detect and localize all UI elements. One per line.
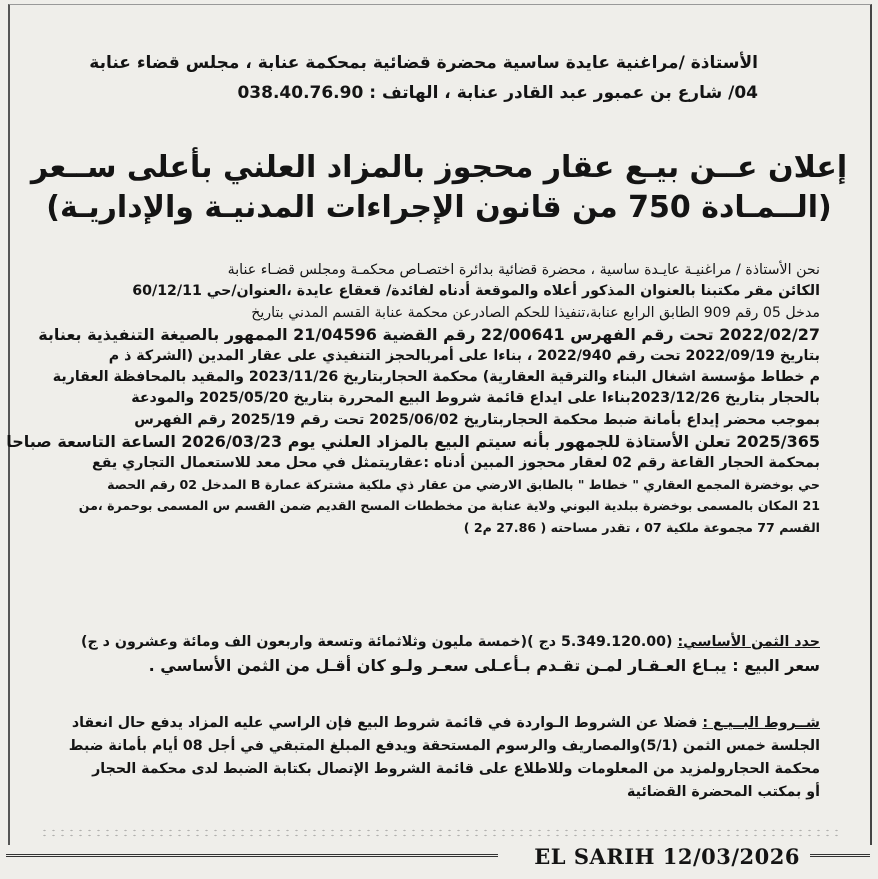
header-line-1: الأستاذة /مراغنية عايدة ساسية محضرة قضائية بمحكمة عنابة ، مجلس قضاء عنابة (89, 53, 758, 73)
announcement-body (6, 260, 820, 538)
body-line: القسم 77 مجموعة ملكية 07 ، تقدر مساحته ( 27.86 م2 ) (463, 519, 820, 535)
body-line: بمحكمة الحجار القاعة رقم 02 لعقار محجوز المبين أدناه :عقاريتمثل في محل معد للاستعمال التجاري يقع (92, 454, 820, 471)
conditions-label: شــروط البــيـع : (702, 715, 820, 731)
body-line: بتاريخ 2022/09/19 تحت رقم 2022/940 ، بناءا على أمربالحجز التنفيذي على عقار المدين (الشركة ذ م (108, 347, 820, 364)
body-line: بالحجار بتاريخ 2023/12/26بناءا على ايداع قائمة شروط البيع المحررة بتاريخ 2025/05/20 والمودعة (131, 390, 820, 407)
header-line-2: 04/ شارع بن عمبور عبد القادر عنابة ، الهاتف : 038.40.76.90 (237, 83, 758, 103)
sale-price-line: سعر البيع : يبـاع العـقـار لمـن تقـدم بـأعـلى سعـر ولـو كان أقـل من الثمن الأساسي . (148, 656, 820, 675)
conditions-line: الجلسة خمس الثمن (5/1)والمصاريف والرسوم المستحقة ويدفع المبلغ المتبقي في أجل 08 أيام بأمانة ضبط (68, 738, 820, 754)
body-line: بموجب محضر إيداع بأمانة ضبط محكمة الحجاربتاريخ 2025/06/02 تحت رقم 2025/19 رقم الفهرس (134, 411, 820, 428)
body-line: 2025/365 تعلن الأستاذة للجمهور بأنه سيتم البيع بالمزاد العلني يوم 2026/03/23 الساعة التاسعة صباحا (6, 432, 820, 452)
footer-rule-right (810, 854, 870, 857)
conditions-line: أو بمكتب المحضرة القضائية (627, 784, 820, 800)
publication-footer (0, 844, 878, 874)
sale-conditions-section (44, 712, 820, 804)
title-line-1: إعلان عــن بيـع عقار محجوز بالمزاد العلني بأعلى ســعر (30, 150, 848, 185)
title-line-2: (الــمـادة 750 من قانون الإجراءات المدنيـة والإداريـة) (46, 190, 832, 225)
base-price-value: (5.349.120.00 دج )(خمسة مليون وثلاثمائة وتسعة واربعون الف ومائة وعشرون د ج) (81, 634, 673, 650)
conditions-line: محكمة الحجارولمزيد من المعلومات وللاطلاع على قائمة الشروط الإتصال بكتابة الضبط لدى محكمة الحجار (92, 761, 820, 777)
body-line: م خطاط مؤسسة اشغال البناء والترقية العقارية) محكمة الحجاربتاريخ 2023/11/26 والمقيد بالمحافظة العقارية (52, 369, 820, 386)
base-price-label: حدد الثمن الأساسي: (677, 634, 820, 650)
publication-stamp: EL SARIH 12/03/2026 (534, 844, 800, 869)
body-line: حي بوخضرة المجمع العقاري " خطاط " بالطابق الارضي من عقار ذي ملكية مشتركة عمارة B المدخل 02 رقم الحصة (107, 477, 820, 493)
body-line: 2022/02/27 تحت رقم الفهرس 22/00641 رقم القضية 21/04596 الممهور بالصيغة التنفيذية بعنابة (38, 325, 820, 345)
body-line: 21 المكان بالمسمى بوخضرة ببلدية البوني ولاية عنابة من مخططات المسح القديم ضمن القسم س المسمى بوحمرة ،من (78, 498, 820, 514)
footer-rule-left (6, 854, 498, 857)
print-noise-strip (40, 828, 838, 838)
body-line: نحن الأستاذة / مراغنيـة عايـدة ساسية ، محضرة قضائية بدائرة اختصـاص محكمـة ومجلس قضـاء عنابة (227, 262, 820, 278)
announcement-title (20, 148, 858, 228)
body-line: الكائن مقر مكتبنا بالعنوان المذكور أعلاه والموقعة أدناه لفائدة/ قعقاع عايدة ،العنوان/حي 60/12/11 (132, 283, 820, 300)
body-line: مدخل 05 رقم 909 الطابق الرابع عنابة،تنفيذا للحكم الصادرعن محكمة عنابة القسم المدني بتاريخ (251, 304, 820, 321)
conditions-line: فضلا عن الشروط الـواردة في قائمة شروط البيع فإن الراسي عليه المزاد يدفع حال انعقاد (71, 715, 698, 731)
bailiff-header (60, 48, 758, 108)
base-price-section (44, 630, 820, 678)
